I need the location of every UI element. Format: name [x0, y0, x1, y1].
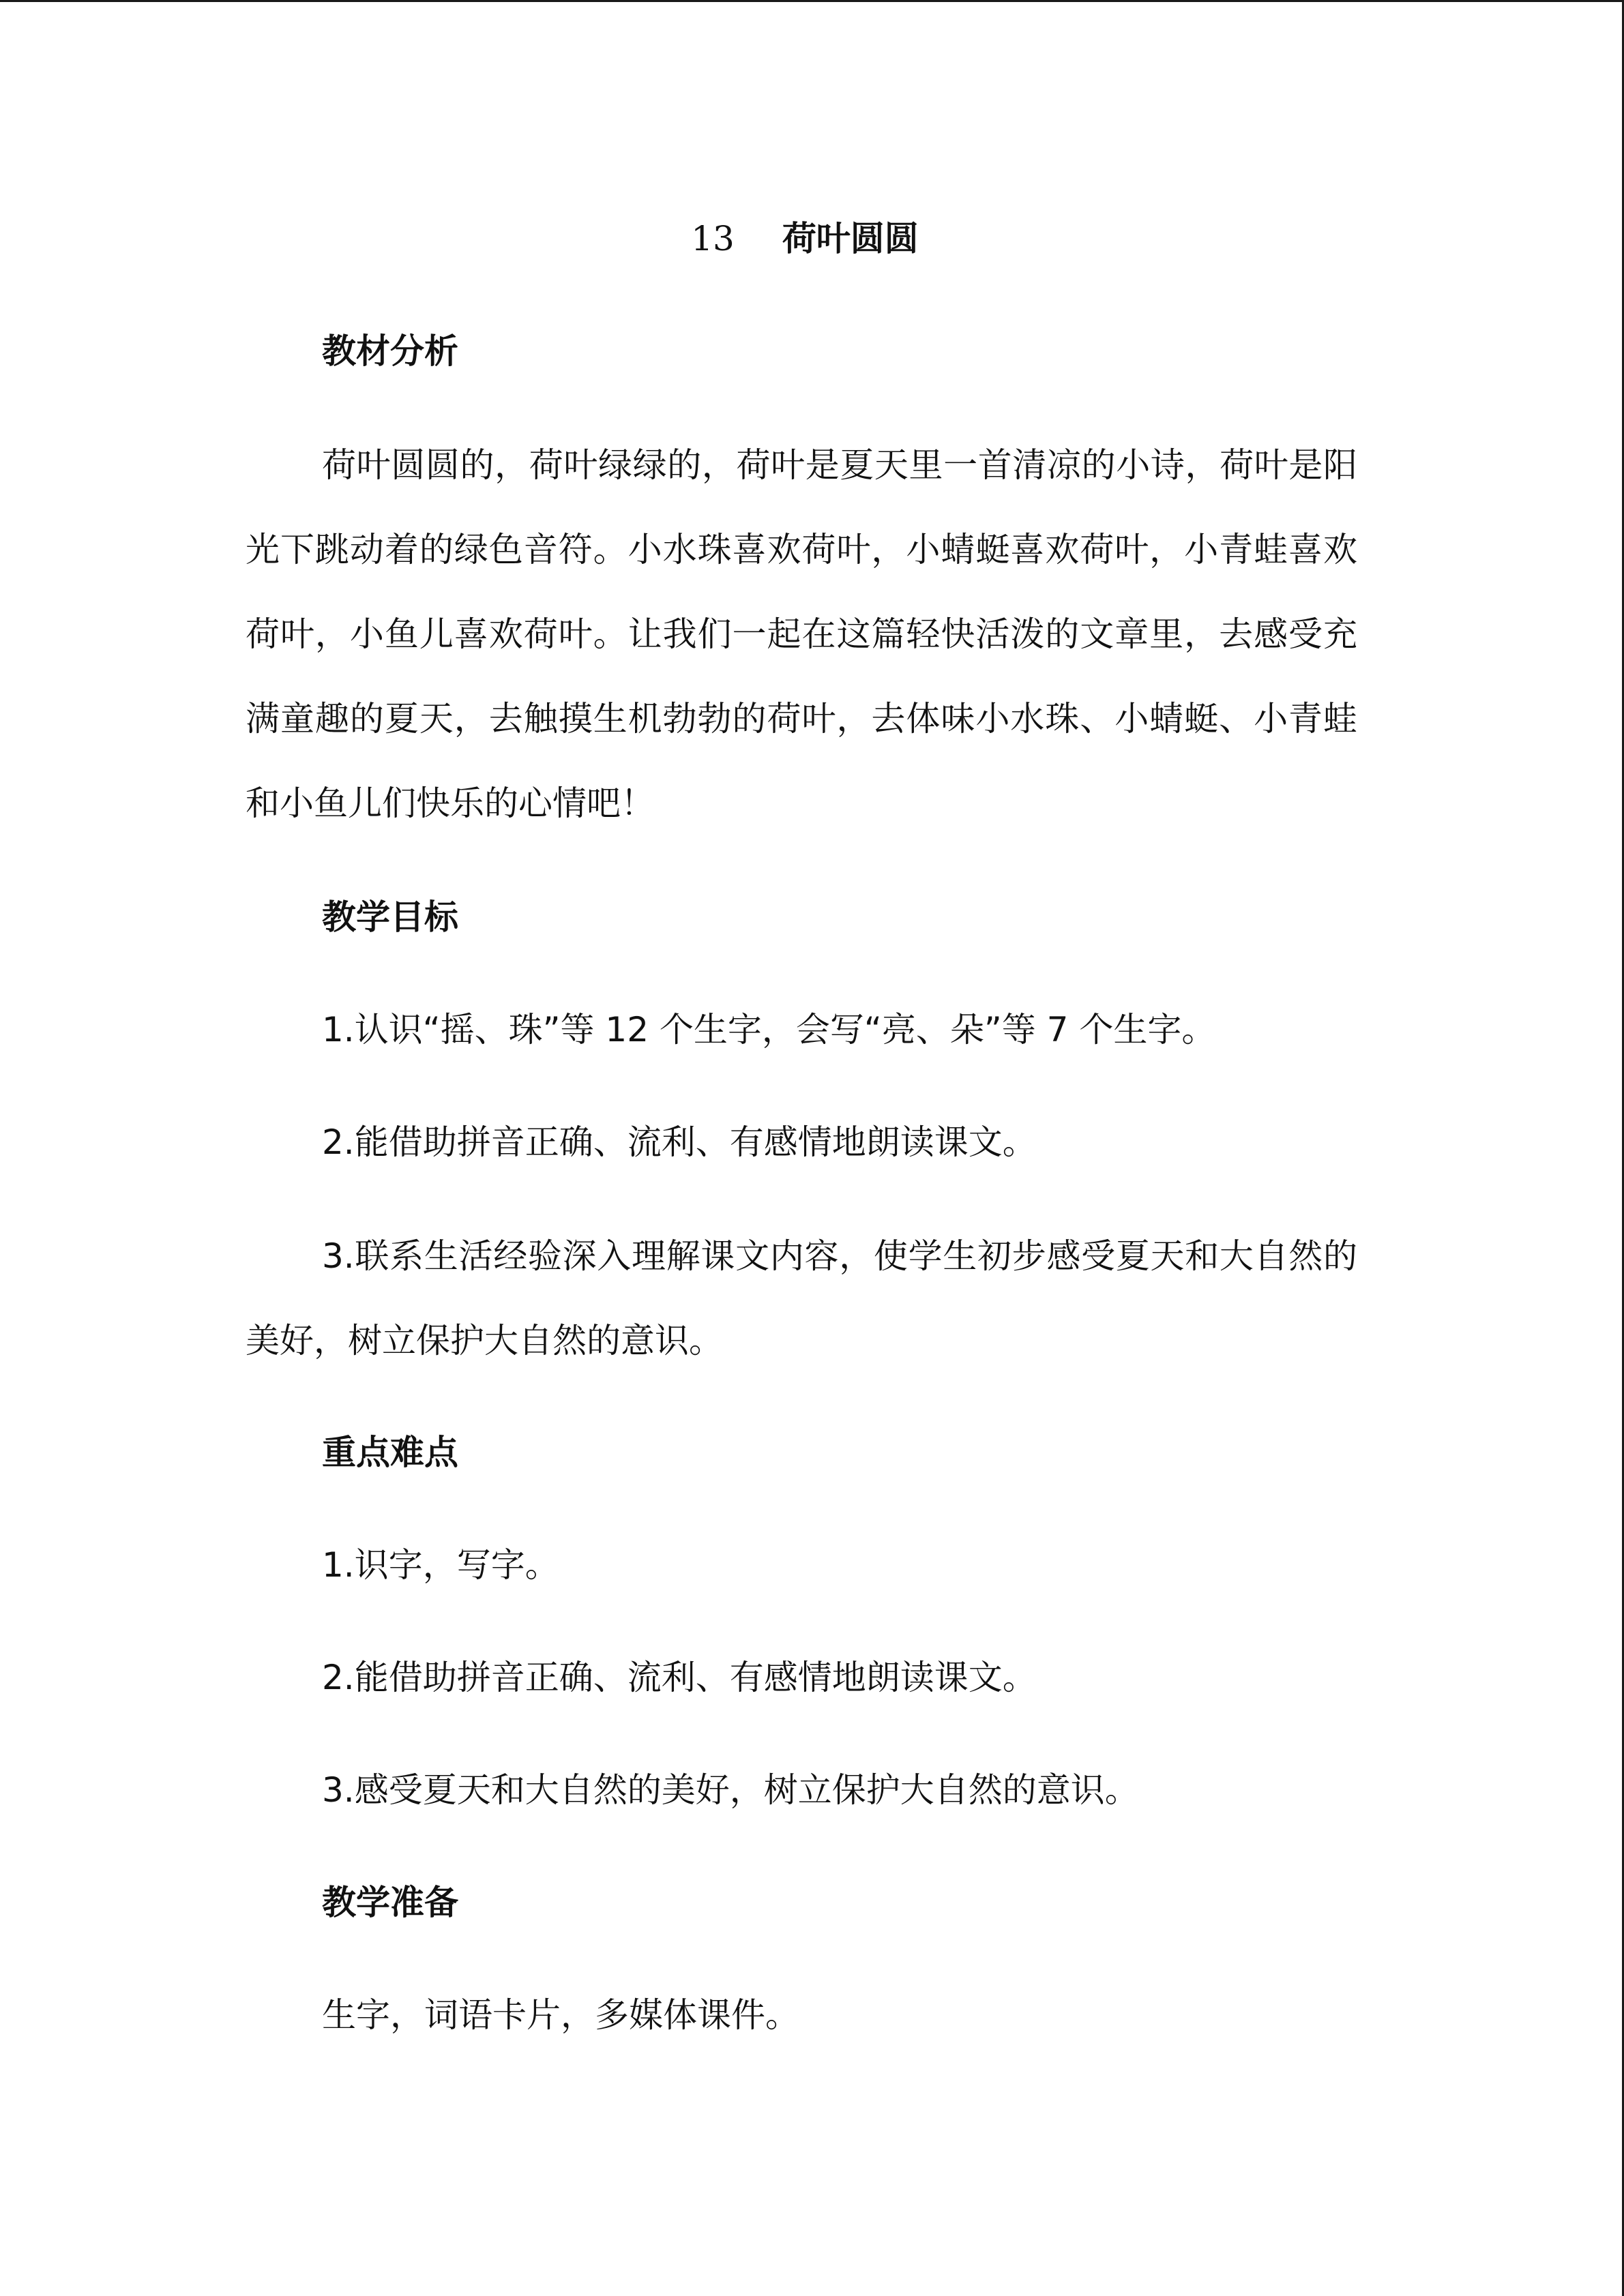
heading-key-points: 重点难点 — [322, 1433, 458, 1472]
lesson-number: 13 — [691, 219, 735, 258]
key-point-item-2: 2.能借助拼音正确、流利、有感情地朗读课文。 — [322, 1658, 1037, 1697]
key-point-item-3: 3.感受夏天和大自然的美好，树立保护大自然的意识。 — [322, 1770, 1139, 1810]
page-border-top — [0, 0, 1624, 2]
heading-goals: 教学目标 — [322, 897, 458, 937]
analysis-paragraph: 荷叶圆圆的，荷叶绿绿的，荷叶是夏天里一首清凉的小诗，荷叶是阳光下跳动着的绿色音符。小水珠喜欢荷叶，小蜻蜓喜欢荷叶，小青蛙喜欢荷叶，小鱼儿喜欢荷叶。让我们一起在这篇轻快活泼的文章里，去感受充满童趣的夏天，去触摸生机勃勃的荷叶，去体味小水珠、小蜻蜓、小青蛙和小鱼儿们快乐的心情吧！ — [246, 445, 1357, 823]
heading-preparation: 教学准备 — [322, 1883, 458, 1922]
goal-item-2: 2.能借助拼音正确、流利、有感情地朗读课文。 — [322, 1122, 1037, 1162]
goal-item-1: 1.认识“摇、珠”等 12 个生字，会写“亮、朵”等 7 个生字。 — [322, 1010, 1216, 1049]
lesson-title-text: 荷叶圆圆 — [782, 219, 919, 258]
key-point-item-1: 1.识字，写字。 — [322, 1545, 559, 1585]
preparation-text: 生字，词语卡片，多媒体课件。 — [322, 1995, 799, 2035]
lesson-title — [246, 211, 1364, 266]
heading-analysis: 教材分析 — [322, 331, 458, 371]
goal-item-3: 3.联系生活经验深入理解课文内容，使学生初步感受夏天和大自然的美好，树立保护大自然的意识。 — [246, 1236, 1357, 1360]
